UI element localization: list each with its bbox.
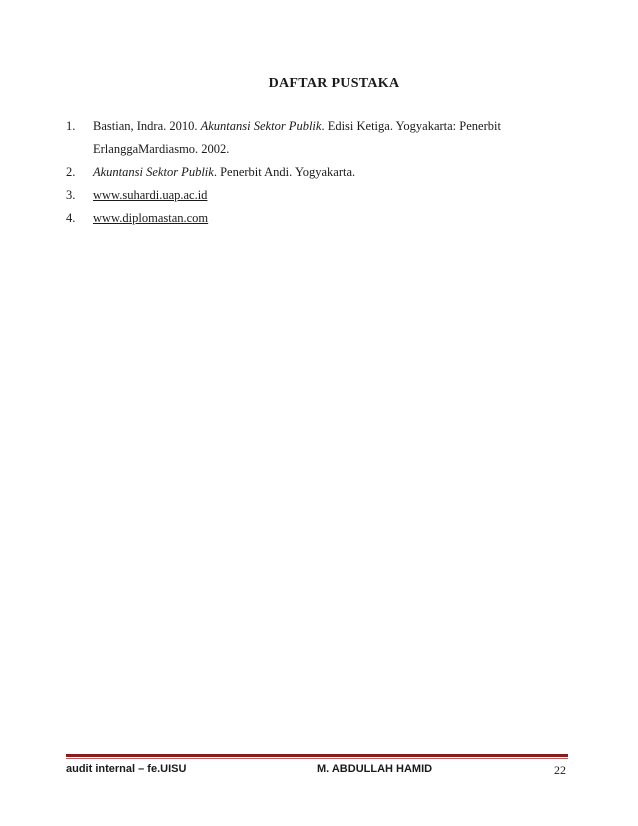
reference-details-continued: ErlanggaMardiasmo. 2002. (93, 142, 230, 156)
reference-number: 3. (66, 188, 76, 202)
reference-number: 4. (66, 211, 76, 225)
footer-divider-thin (66, 758, 568, 759)
reference-book-title: Akuntansi Sektor Publik (200, 119, 322, 133)
reference-item (66, 161, 566, 184)
reference-number: 2. (66, 165, 76, 179)
reference-link-diplomastan[interactable]: www.diplomastan.com (93, 211, 209, 225)
footer-author: M. ABDULLAH HAMID (317, 763, 433, 775)
footer-course-label: audit internal – fe.UISU (66, 763, 187, 775)
page-footer (66, 763, 568, 781)
reference-link-suhardi[interactable]: www.suhardi.uap.ac.id (93, 188, 208, 202)
page-title: DAFTAR PUSTAKA (268, 76, 400, 91)
reference-item (66, 115, 566, 161)
reference-details: . Penerbit Andi. Yogyakarta. (213, 165, 356, 179)
reference-author-year: Bastian, Indra. 2010. (93, 119, 201, 133)
reference-book-title: Akuntansi Sektor Publik (93, 165, 214, 179)
reference-item (66, 184, 566, 207)
reference-list (66, 115, 566, 230)
footer-divider-thick (66, 754, 568, 757)
reference-number: 1. (66, 119, 76, 133)
reference-item (66, 207, 566, 230)
reference-details: . Edisi Ketiga. Yogyakarta: Penerbit (321, 119, 501, 133)
footer-page-number: 22 (554, 763, 566, 777)
